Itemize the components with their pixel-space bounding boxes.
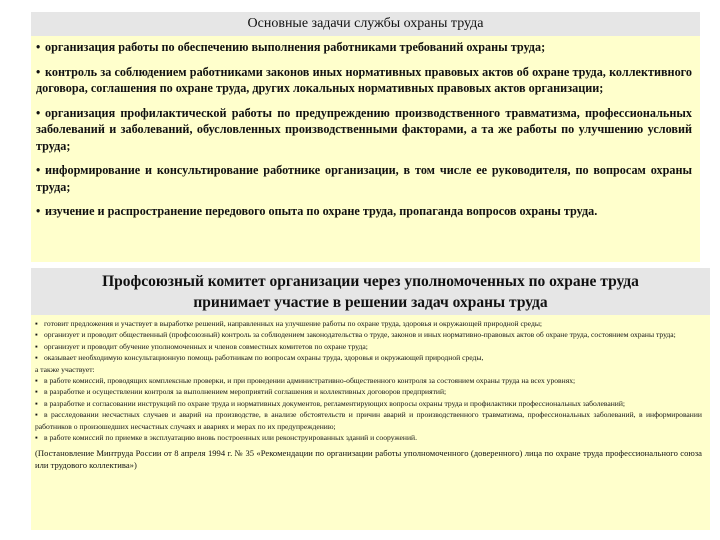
bullet-icon: ▪ <box>35 376 38 386</box>
title-line-1: Профсоюзный комитет организации через уполномоченных по охране труда <box>102 273 639 290</box>
list-item: ▪ в расследовании несчастных случаев и аварий на производстве, в анализе обстоятельств и причин аварий и производственного травматизма, профессиональных заболеваний, в информировании работников о произошедших несчастных случаях и авариях и мерах по их предупреждению; <box>35 410 702 431</box>
bullet-icon: ▪ <box>35 410 38 420</box>
bullet-icon: ▪ <box>35 387 38 397</box>
bullet-icon: • <box>36 40 41 54</box>
bullet-icon: ▪ <box>35 353 38 363</box>
list-item: ▪ организует и проводит общественный (профсоюзный) контроль за соблюдением законодательства о труде, законов и иных нормативно-правовых актов об охране труда, состоянием охраны труда; <box>35 330 676 340</box>
source-note: (Постановление Минтруда России от 8 апреля 1994 г. № 35 «Рекомендации по организации работы уполномоченного (доверенного) лица по охране труда профессионального союза или трудового коллектива») <box>35 448 702 471</box>
list-item: • информирование и консультирование работнике организации, в том числе ее руководителя, по вопросам охраны труда; <box>36 163 692 194</box>
bullet-icon: • <box>36 163 41 177</box>
bullet-icon: • <box>36 105 41 120</box>
bullet-icon: ▪ <box>35 433 38 443</box>
list-item: ▪ в разработке и согласовании инструкций по охране труда и нормативных документов, регламентирующих вопросы охраны труда и профилактики профессиональных заболеваний; <box>35 398 626 408</box>
list-item: ▪ оказывает необходимую консультационную помощь работникам по вопросам охраны труда, здоровья и окружающей природной среды, <box>35 353 484 363</box>
union-committee-title <box>31 268 710 315</box>
bullet-icon: • <box>36 204 41 218</box>
bullet-icon: • <box>36 64 41 79</box>
main-tasks-list <box>31 36 700 220</box>
list-item: • изучение и распространение передового опыта по охране труда, пропаганда вопросов охраны труда. <box>36 204 598 218</box>
union-committee-panel <box>31 268 710 530</box>
list-item: ▪ в разработке и осуществлении контроля за выполнением мероприятий соглашения и коллективных договоров предприятий; <box>35 387 447 397</box>
list-item: • организация работы по обеспечению выполнения работниками требований охраны труда; <box>36 40 546 54</box>
list-item: • организация профилактической работы по предупреждению производственного травматизма, профессиональных заболеваний и заболеваний, обусловленных производственными факторами, а та же работы по улучшению условий труда; <box>36 105 692 153</box>
bullet-icon: ▪ <box>35 330 38 340</box>
union-committee-list <box>31 315 710 471</box>
title-line-2: принимает участие в решении задач охраны труда <box>193 294 548 311</box>
list-item: ▪ в работе комиссий по приемке в эксплуатацию вновь построенных или реконструированных зданий и сооружений. <box>35 433 418 443</box>
list-item: • контроль за соблюдением работниками законов иных нормативных правовых актов об охране труда, коллективного договора, соглашения по охране труда, других локальных нормативных правовых актов организации; <box>36 64 692 95</box>
main-tasks-panel <box>31 12 700 262</box>
list-item: ▪ готовит предложения и участвует в выработке решений, направленных на улучшение работы по охране труда, здоровья и окружающей природной среды; <box>35 319 543 328</box>
bullet-icon: ▪ <box>35 398 38 408</box>
bullet-icon: ▪ <box>35 341 38 351</box>
list-item: ▪ организует и проводит обучение уполномоченных и членов совместных комитетов по охране труда; <box>35 341 368 351</box>
list-subheading: а также участвует: <box>35 364 95 374</box>
bullet-icon: ▪ <box>35 319 38 328</box>
main-tasks-title: Основные задачи службы охраны труда <box>31 12 700 36</box>
list-item: ▪ в работе комиссий, проводящих комплексные проверки, и при проведении административно-общественного контроля за состоянием охраны труда на всех уровнях; <box>35 376 576 386</box>
